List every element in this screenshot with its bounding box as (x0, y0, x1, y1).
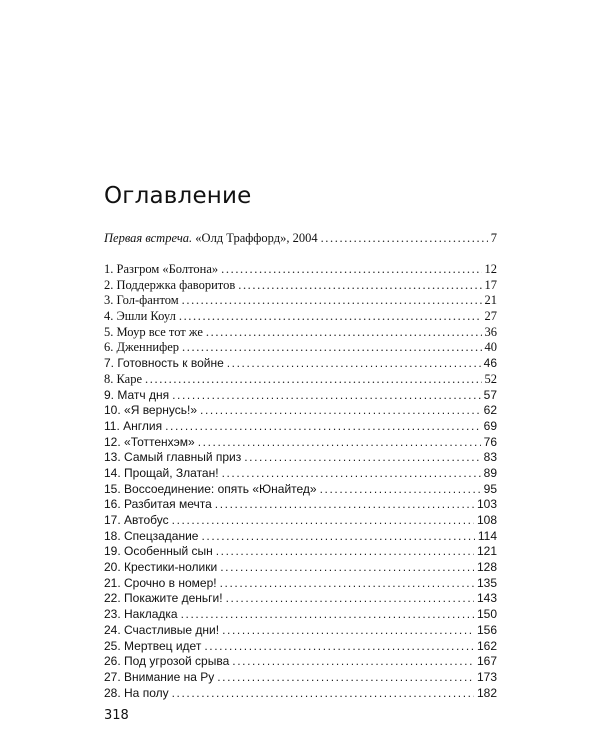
toc-entry-page: 89 (483, 465, 497, 480)
toc-entry (104, 340, 497, 356)
toc-entry (104, 591, 497, 607)
dot-leader (217, 670, 474, 686)
toc-entry-page: 46 (483, 356, 497, 371)
prologue-emph: Первая встреча. (104, 231, 193, 245)
dot-leader (321, 231, 488, 245)
toc-entry-label: 1. Разгром «Болтона» (104, 262, 219, 276)
toc-entry-label: 8. Каре (104, 371, 143, 386)
toc-entry-label: 6. Дженнифер (104, 340, 180, 355)
toc-entry-page: 114 (477, 528, 497, 543)
dot-leader (232, 654, 474, 670)
dot-leader (172, 388, 481, 404)
toc-entry (104, 435, 497, 451)
toc-entry-label: 21. Срочно в номер! (104, 575, 217, 590)
toc-entry-page: 135 (476, 575, 497, 590)
toc-entry (104, 419, 497, 435)
dot-leader (206, 325, 482, 341)
toc-entry-label: 14. Прощай, Златан! (104, 465, 219, 480)
dot-leader (182, 293, 482, 309)
dot-leader (238, 278, 481, 294)
toc-entry-page: 162 (476, 638, 497, 653)
prologue-text: «Олд Траффорд», 2004 (195, 231, 318, 245)
toc-entry (104, 513, 497, 529)
toc-entry-page: 52 (484, 371, 497, 386)
dot-leader (215, 497, 474, 513)
dot-leader (204, 639, 474, 655)
toc-entry-label: 9. Матч дня (104, 387, 170, 402)
toc-entry-label: 23. Накладка (104, 607, 178, 622)
dot-leader (200, 403, 481, 419)
toc-entry-label: 19. Особенный сын (104, 544, 213, 559)
toc-entry-page: 95 (483, 481, 497, 496)
toc-entry (104, 654, 497, 670)
toc-entry (104, 388, 497, 404)
dot-leader (172, 513, 474, 529)
toc-entry-label: 11. Англия (104, 418, 163, 433)
dot-leader (201, 529, 474, 545)
toc-entry-label: 16. Разбитая мечта (104, 497, 212, 512)
toc-entry-label: 10. «Я вернусь!» (104, 403, 198, 418)
toc-entry-page: 69 (483, 418, 497, 433)
toc-entry (104, 293, 497, 309)
toc-entry-page: 182 (476, 685, 497, 700)
toc-entry-page: 40 (484, 340, 497, 355)
dot-leader (181, 607, 474, 623)
toc-entry-label: 2. Поддержка фаворитов (104, 277, 236, 292)
toc-entry-page: 36 (484, 324, 497, 339)
toc-entry (104, 529, 497, 545)
toc-entry (104, 309, 497, 325)
dot-leader (172, 686, 474, 702)
toc-entry-label: 24. Счастливые дни! (104, 622, 220, 637)
toc-entry-page: 12 (484, 262, 497, 276)
dot-leader (222, 623, 474, 639)
toc-entry-label: 26. Под угрозой срыва (104, 654, 230, 669)
toc-entry-page: 150 (476, 607, 497, 622)
page-number: 318 (104, 708, 129, 723)
dot-leader (320, 482, 481, 498)
toc-entry (104, 403, 497, 419)
dot-leader (221, 262, 481, 278)
toc-entry-page: 76 (483, 434, 497, 449)
dot-leader (145, 372, 481, 388)
toc-entry-page: 167 (476, 654, 497, 669)
toc-entry-label: 7. Готовность к войне (104, 356, 224, 371)
toc-entry-page: 121 (476, 544, 497, 559)
toc-entry-label: 25. Мертвец идет (104, 638, 202, 653)
toc-entry-page: 62 (483, 403, 497, 418)
toc-entry (104, 576, 497, 592)
toc-entry-page: 108 (476, 513, 497, 527)
dot-leader (244, 450, 480, 466)
toc-entry-label: 27. Внимание на Ру (104, 669, 215, 684)
toc-entry-label: 18. Спецзадание (104, 528, 199, 543)
dot-leader (165, 419, 481, 435)
toc-entry-label: 5. Моур все тот же (104, 324, 203, 339)
dot-leader (216, 544, 474, 560)
toc-entry-label: 20. Крестики-нолики (104, 560, 218, 575)
toc-entry-page: 103 (476, 497, 497, 512)
toc-entry (104, 325, 497, 341)
toc-entry-page: 143 (476, 591, 497, 606)
toc-entry (104, 544, 497, 560)
dot-leader (198, 435, 481, 451)
toc-list (104, 262, 497, 701)
dot-leader (226, 591, 474, 607)
toc-entry (104, 356, 497, 372)
dot-leader (227, 356, 481, 372)
toc-entry-page: 17 (484, 277, 497, 292)
page-title: Оглавление (104, 183, 252, 209)
toc-entry-label: 12. «Тоттенхэм» (104, 434, 195, 449)
toc-entry-label: 17. Автобус (104, 513, 169, 527)
toc-entry (104, 278, 497, 294)
toc-entry-page: 57 (483, 387, 497, 402)
dot-leader (179, 309, 482, 325)
toc-entry-label: 22. Покажите деньги! (104, 591, 223, 606)
toc-entry-label: 13. Самый главный приз (104, 450, 242, 465)
dot-leader (182, 340, 481, 356)
toc-entry-page: 83 (483, 450, 497, 465)
toc-entry (104, 686, 497, 702)
toc-entry (104, 670, 497, 686)
toc-entry (104, 262, 497, 278)
toc-entry-page: 27 (484, 309, 497, 324)
toc-entry-label: 15. Воссоединение: опять «Юнайтед» (104, 481, 317, 496)
toc-entry (104, 560, 497, 576)
toc-entry (104, 466, 497, 482)
toc-entry-prologue (104, 231, 497, 245)
toc-entry (104, 639, 497, 655)
toc-entry-page: 128 (476, 560, 497, 575)
prologue-page: 7 (490, 231, 497, 245)
toc-entry-label: 4. Эшли Коул (104, 309, 176, 324)
toc-entry-page: 173 (476, 669, 497, 684)
toc-entry (104, 482, 497, 498)
toc-entry-label: 28. На полу (104, 685, 169, 700)
toc-entry (104, 450, 497, 466)
toc-entry (104, 623, 497, 639)
toc-entry (104, 372, 497, 388)
dot-leader (220, 560, 474, 576)
toc-entry-page: 156 (476, 622, 497, 637)
dot-leader (222, 466, 481, 482)
toc-entry (104, 607, 497, 623)
toc-entry (104, 497, 497, 513)
dot-leader (220, 576, 474, 592)
toc-entry-label: 3. Гол-фантом (104, 293, 179, 308)
toc-entry-page: 21 (484, 293, 497, 308)
